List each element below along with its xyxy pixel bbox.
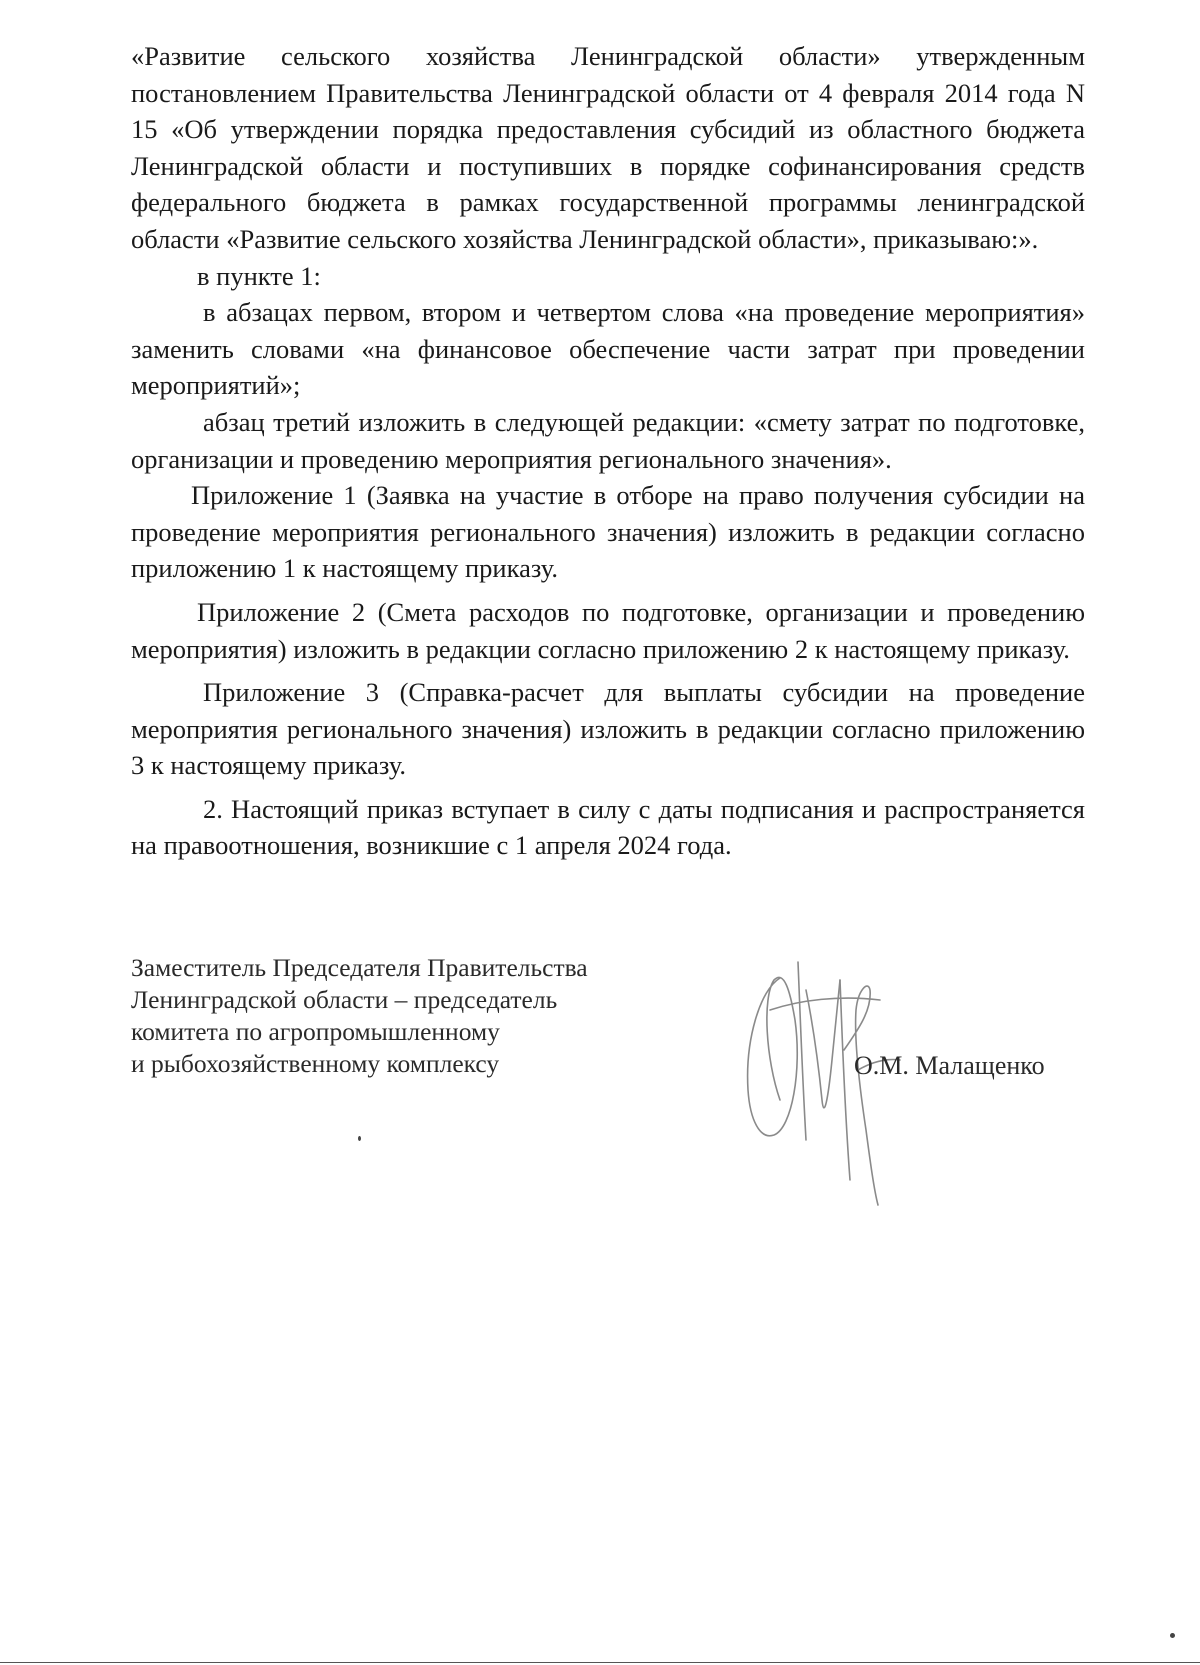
paragraph-entry-into-force: 2. Настоящий приказ вступает в силу с даты подписания и распространяется на правоотношения, возникшие с 1 апреля 2024 года. xyxy=(131,793,1085,861)
scan-edge-line xyxy=(0,1662,1200,1663)
signatory-position-line: и рыбохозяйственному комплексу xyxy=(131,1049,500,1078)
order-body xyxy=(131,38,1085,864)
paragraph-program-reference: «Развитие сельского хозяйства Ленинградской области» утвержденным постановлением Правительства Ленинградской области от 4 февраля 2014 года N 15 «Об утверждении порядка предоставления субсидий из областного бюджета Ленинградской области и поступивших в порядке софинансирования средств федерального бюджета в рамках государственной программы ленинградской области «Развитие сельского хозяйства Ленинградской области», приказываю:». xyxy=(131,41,1085,254)
signatory-position xyxy=(131,952,691,1080)
signatory-position-line: комитета по агропромышленному xyxy=(131,1017,500,1046)
signatory-name: О.М. Малащенко xyxy=(854,1051,1045,1080)
scan-speck xyxy=(358,1136,361,1141)
scan-speck xyxy=(1170,1633,1175,1638)
signatory-position-line: Ленинградской области – председатель xyxy=(131,985,558,1014)
paragraph-abzac-tretiy: абзац третий изложить в следующей редакции: «смету затрат по подготовке, организации и проведению мероприятия регионального значения». xyxy=(131,406,1085,474)
paragraph-appendix-1: Приложение 1 (Заявка на участие в отборе на право получения субсидии на проведение мероприятия регионального значения) изложить в редакции согласно приложению 1 к настоящему приказу. xyxy=(131,480,1085,584)
paragraph-appendix-2: Приложение 2 (Смета расходов по подготовке, организации и проведению мероприятия) изложить в редакции согласно приложению 2 к настоящему приказу. xyxy=(131,596,1085,664)
paragraph-amend-abzacy: в абзацах первом, втором и четвертом слова «на проведение мероприятия» заменить словами «на финансовое обеспечение части затрат при проведении мероприятий»; xyxy=(131,297,1085,401)
paragraph-point-1: в пункте 1: xyxy=(197,260,321,291)
paragraph-appendix-3: Приложение 3 (Справка-расчет для выплаты субсидии на проведение мероприятия регионального значения) изложить в редакции согласно приложению 3 к настоящему приказу. xyxy=(131,677,1085,781)
signatory-position-line: Заместитель Председателя Правительства xyxy=(131,953,588,982)
